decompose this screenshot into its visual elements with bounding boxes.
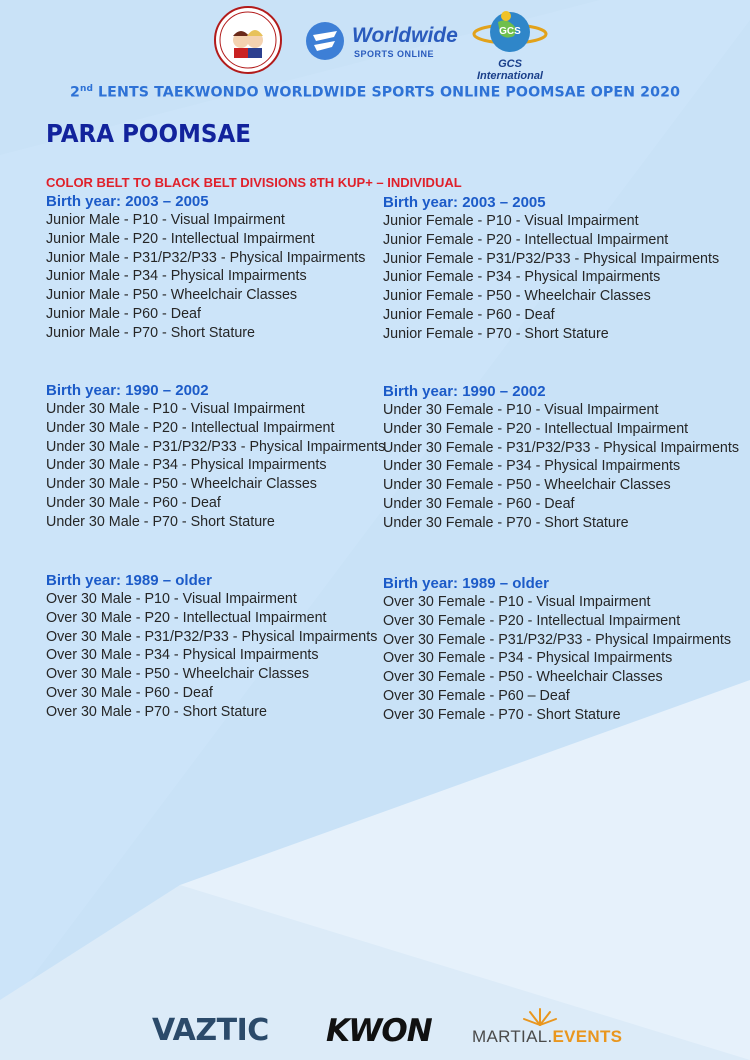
event-title-text: LENTS TAEKWONDO WORLDWIDE SPORTS ONLINE POOMSAE OPEN 2020 <box>93 84 681 101</box>
division-entry: Junior Female - P20 - Intellectual Impairment <box>383 231 669 248</box>
division-entry: Under 30 Female - P50 - Wheelchair Classes <box>383 477 671 494</box>
division-entry: Under 30 Female - P34 - Physical Impairments <box>383 458 681 475</box>
division-entry: Under 30 Female - P31/P32/P33 - Physical Impairments <box>383 439 739 456</box>
division-entry: Junior Male - P20 - Intellectual Impairment <box>46 230 315 247</box>
section-title: PARA POOMSAE <box>46 119 252 148</box>
division-entry: Junior Male - P31/P32/P33 - Physical Impairments <box>46 249 366 266</box>
martial-prefix: MARTIAL. <box>472 1027 553 1046</box>
division-entry: Over 30 Female - P31/P32/P33 - Physical Impairments <box>383 631 732 648</box>
division-entry: Junior Male - P50 - Wheelchair Classes <box>46 287 298 304</box>
worldwide-name: Worldwide <box>352 24 458 47</box>
division-entry: Over 30 Male - P34 - Physical Impairments <box>46 647 319 664</box>
division-entry: Junior Female - P10 - Visual Impairment <box>383 213 639 229</box>
division-entry: Under 30 Male - P34 - Physical Impairments <box>46 457 327 474</box>
division-entry: Over 30 Male - P20 - Intellectual Impairment <box>46 609 327 626</box>
kwon-logo: KWON <box>326 1013 432 1049</box>
worldwide-emblem-icon <box>304 20 346 62</box>
worldwide-subtitle: SPORTS ONLINE <box>354 49 435 59</box>
division-entry: Junior Female - P34 - Physical Impairments <box>383 269 661 286</box>
division-entry: Junior Male - P60 - Deaf <box>46 305 201 322</box>
division-entry: Under 30 Female - P20 - Intellectual Impairment <box>383 420 689 437</box>
division-entry: Over 30 Male - P60 - Deaf <box>46 684 213 701</box>
martial-events-logo <box>472 1027 622 1047</box>
header-logos <box>0 6 750 82</box>
division-entry: Junior Male - P34 - Physical Impairments <box>46 268 307 285</box>
division-entry: Over 30 Female - P60 – Deaf <box>383 687 570 704</box>
division-entry: Over 30 Female - P34 - Physical Impairments <box>383 650 673 667</box>
division-entry: Under 30 Male - P50 - Wheelchair Classes <box>46 476 317 493</box>
division-entry: Junior Female - P70 - Short Stature <box>383 325 609 342</box>
division-entry: Junior Female - P31/P32/P33 - Physical Impairments <box>383 250 720 267</box>
birth-year-heading: Birth year: 2003 – 2005 <box>383 194 546 211</box>
division-group-over30-male <box>46 571 377 722</box>
event-title <box>0 84 750 101</box>
division-entry: Junior Female - P50 - Wheelchair Classes <box>383 288 651 305</box>
lents-taekwondo-logo <box>214 6 282 74</box>
division-entry: Over 30 Male - P50 - Wheelchair Classes <box>46 666 309 683</box>
division-entry: Under 30 Male - P31/P32/P33 - Physical Impairments <box>46 438 386 455</box>
division-entry: Over 30 Female - P70 - Short Stature <box>383 706 621 723</box>
division-entry: Over 30 Female - P50 - Wheelchair Classes <box>383 669 663 686</box>
gcs-name: GCS International <box>476 58 543 82</box>
sponsor-logos <box>0 1005 750 1055</box>
event-title-number: 2 <box>69 84 80 101</box>
division-entry: Under 30 Female - P60 - Deaf <box>383 495 575 512</box>
worldwide-sports-logo <box>304 20 458 64</box>
division-group-over30-female <box>383 574 731 725</box>
division-entry: Over 30 Male - P31/P32/P33 - Physical Impairments <box>46 628 378 645</box>
gcs-international-logo <box>470 6 550 82</box>
division-entry: Over 30 Male - P10 - Visual Impairment <box>46 591 297 607</box>
division-group-junior-male <box>46 192 365 343</box>
division-entry: Junior Male - P10 - Visual Impairment <box>46 212 285 228</box>
division-entry: Over 30 Male - P70 - Short Stature <box>46 703 267 720</box>
division-title: COLOR BELT TO BLACK BELT DIVISIONS 8TH KUP+ – INDIVIDUAL <box>46 175 462 190</box>
division-entry: Under 30 Male - P70 - Short Stature <box>46 513 275 530</box>
martial-events-word: EVENTS <box>552 1027 623 1046</box>
division-entry: Under 30 Female - P10 - Visual Impairment <box>383 402 659 418</box>
division-group-junior-female <box>383 193 719 344</box>
division-entry: Under 30 Male - P60 - Deaf <box>46 494 221 511</box>
vaztic-logo: VAZTIC <box>152 1013 269 1048</box>
gcs-globe-text: GCS <box>499 26 521 37</box>
division-group-under30-female <box>383 382 739 533</box>
division-entry: Under 30 Male - P10 - Visual Impairment <box>46 401 305 417</box>
division-entry: Under 30 Female - P70 - Short Stature <box>383 514 629 531</box>
division-entry: Over 30 Female - P10 - Visual Impairment <box>383 594 651 610</box>
division-group-under30-male <box>46 381 385 532</box>
birth-year-heading: Birth year: 2003 – 2005 <box>46 193 209 210</box>
birth-year-heading: Birth year: 1989 – older <box>383 575 549 592</box>
birth-year-heading: Birth year: 1990 – 2002 <box>46 382 209 399</box>
event-title-ordinal: nd <box>79 84 93 94</box>
birth-year-heading: Birth year: 1989 – older <box>46 572 212 589</box>
division-entry: Junior Female - P60 - Deaf <box>383 306 555 323</box>
birth-year-heading: Birth year: 1990 – 2002 <box>383 383 546 400</box>
division-entry: Junior Male - P70 - Short Stature <box>46 324 255 341</box>
sun-rays-icon <box>520 1005 560 1029</box>
division-entry: Over 30 Female - P20 - Intellectual Impairment <box>383 612 681 629</box>
division-entry: Under 30 Male - P20 - Intellectual Impairment <box>46 419 335 436</box>
